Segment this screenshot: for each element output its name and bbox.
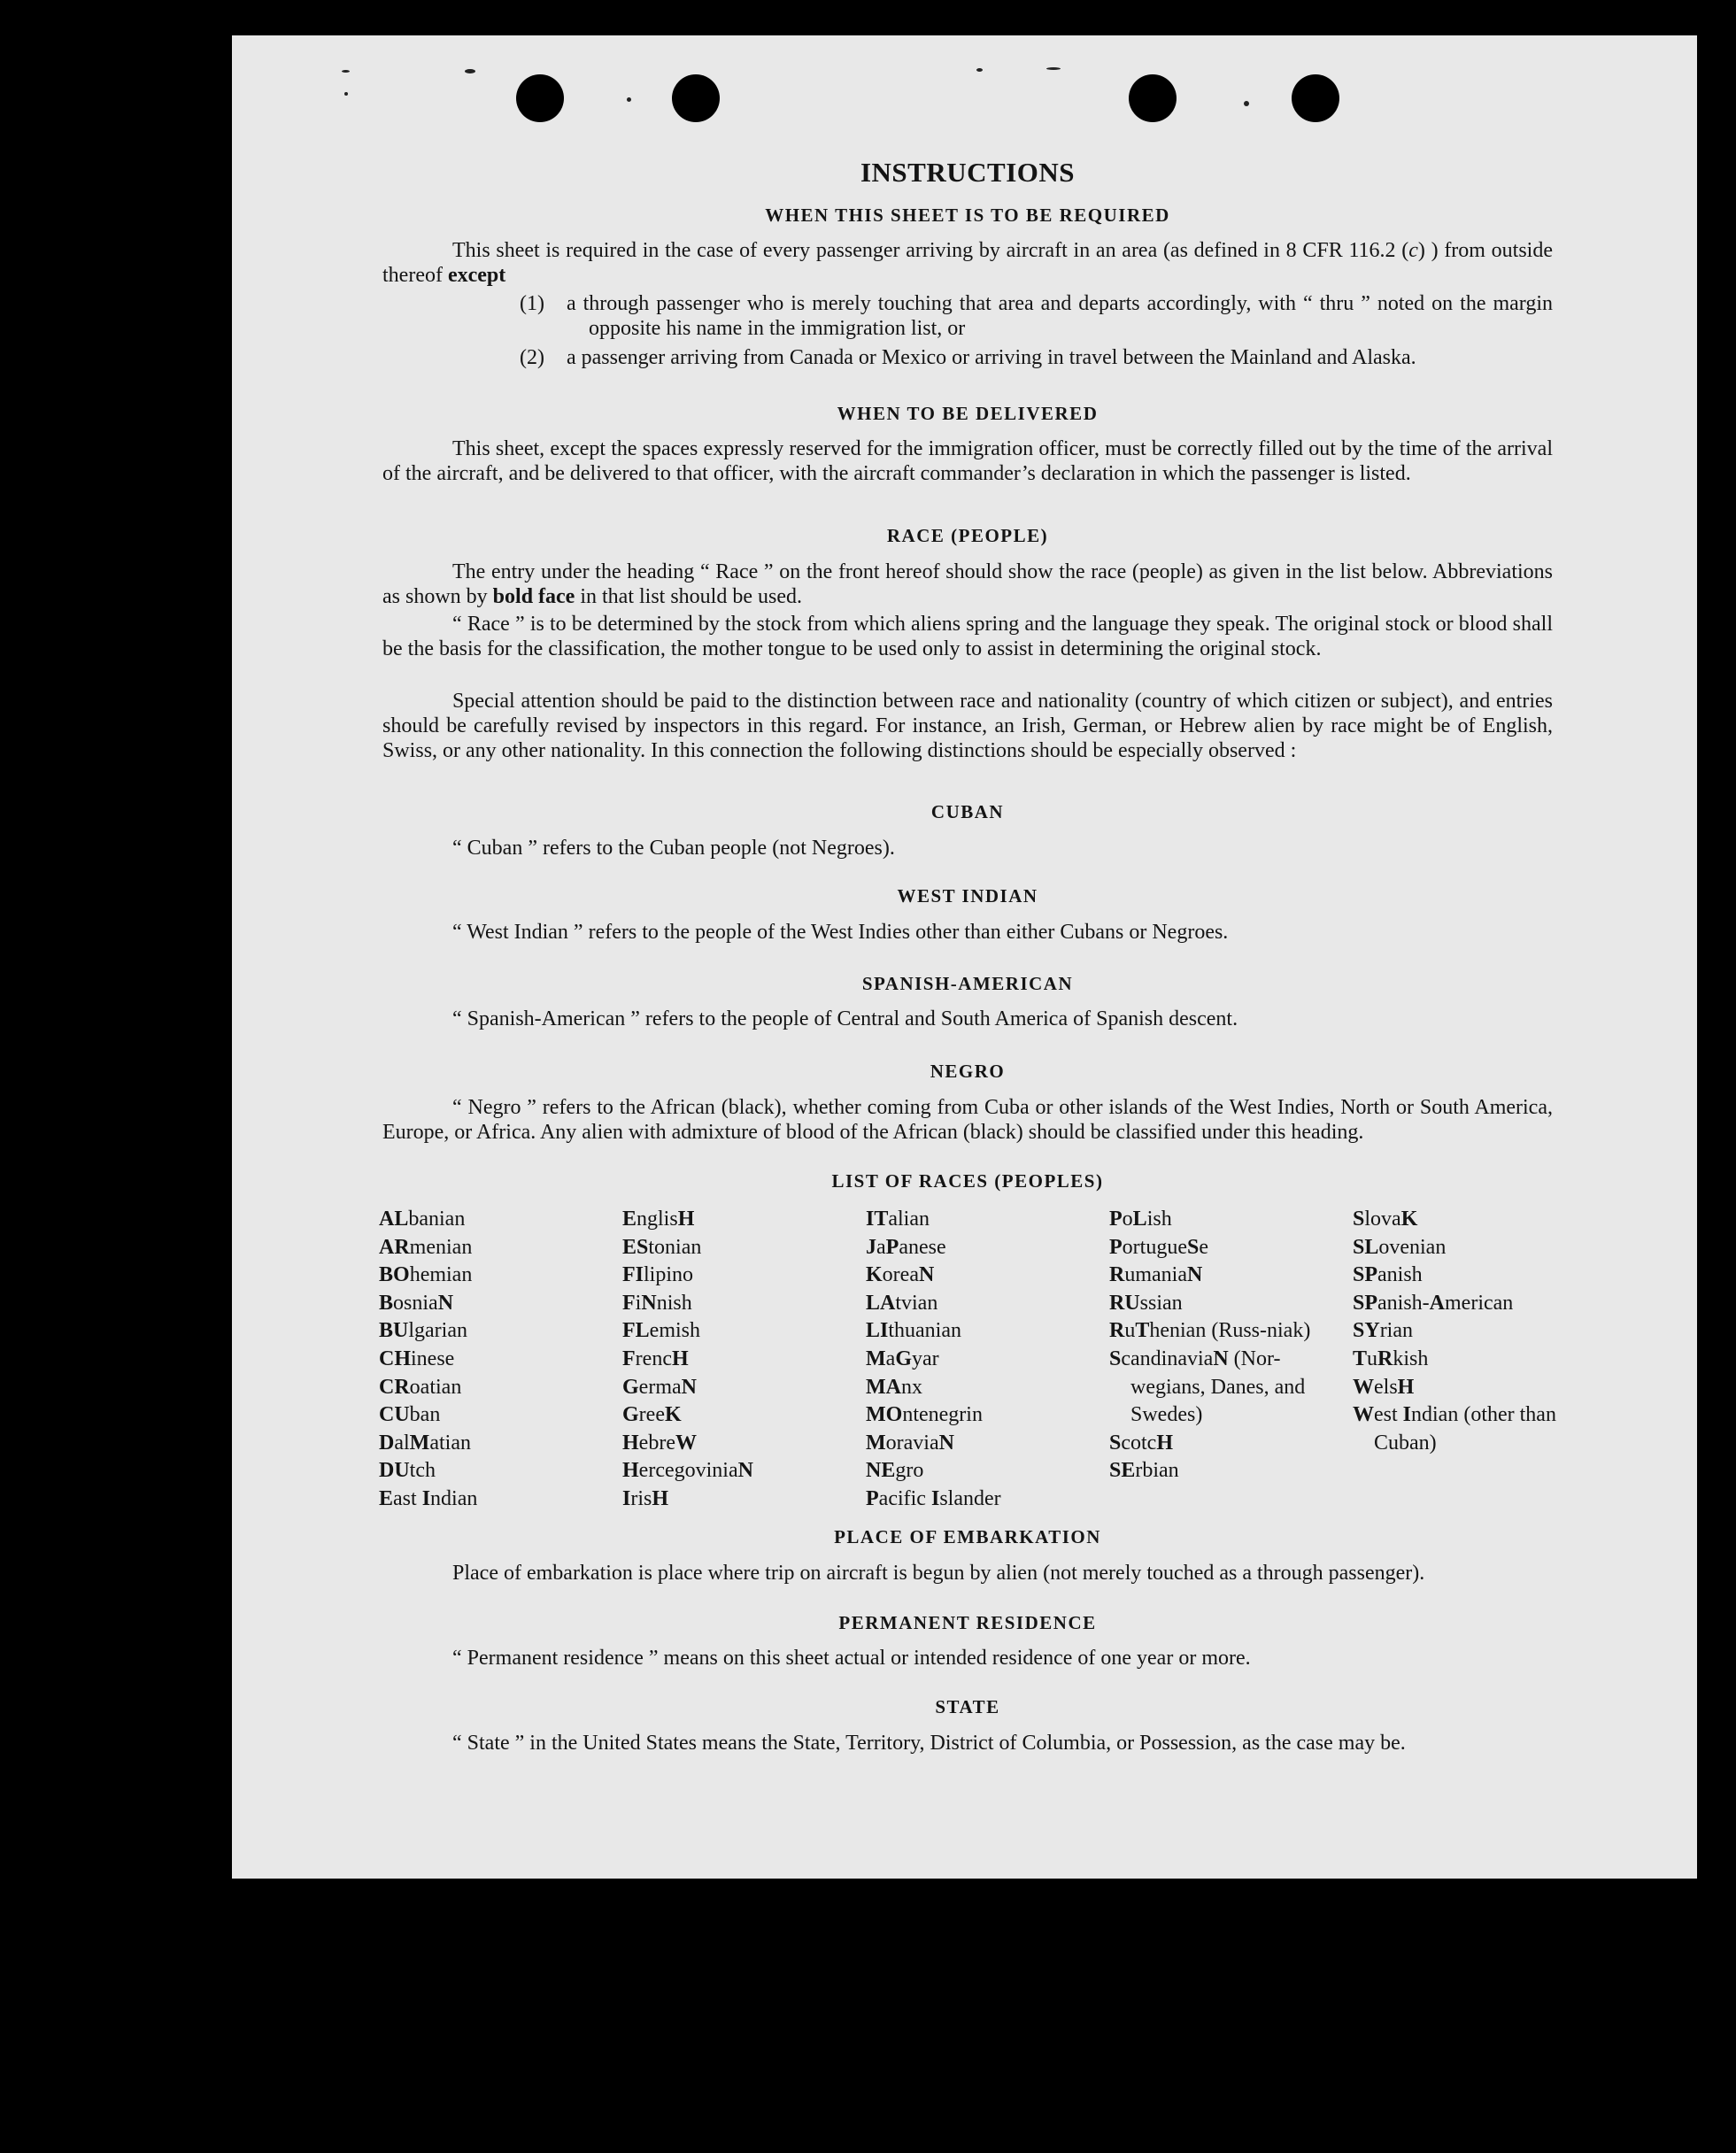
race-entry: ARmenian bbox=[379, 1235, 473, 1259]
race-entry: ScotcH bbox=[1109, 1431, 1174, 1455]
paragraph-race-1: The entry under the heading “ Race ” on the front hereof should show the race (people) as given in the list below. Abbreviations as shown by bold face in that list should be used. bbox=[382, 560, 1553, 608]
paragraph-race-3: Special attention should be paid to the distinction between race and nationality (country of which citizen or subject), and entries should be carefully revised by inspectors in this regard. For instance, an Irish, German, or Hebrew alien by race might be of English, Swiss, or any other nationality. In this connection the following distinctions should be especially observed : bbox=[382, 690, 1553, 762]
race-entry: TuRkish bbox=[1353, 1347, 1429, 1370]
race-entry: ALbanian bbox=[379, 1208, 466, 1231]
races-column-1 bbox=[379, 1206, 609, 1514]
paragraph-negro: “ Negro ” refers to the African (black), whether coming from Cuba or other islands of the West Indies, North or South America, Europe, or Africa. Any alien with admixture of blood of the African (black) should be classified under this heading. bbox=[382, 1096, 1553, 1144]
race-entry: MAnx bbox=[866, 1375, 922, 1399]
race-entry: FrencH bbox=[622, 1347, 689, 1370]
race-entry: DUtch bbox=[379, 1459, 436, 1483]
speck bbox=[627, 97, 631, 102]
race-entry: IrisH bbox=[622, 1486, 669, 1510]
paragraph-race-2: “ Race ” is to be determined by the stock from which aliens spring and the language they speak. The original stock or blood shall be the basis for the classification, the mother tongue to be used only to assist in determining the original stock. bbox=[382, 613, 1553, 660]
race-entry: LIthuanian bbox=[866, 1319, 961, 1343]
punch-hole bbox=[1292, 74, 1339, 122]
race-entry: BOhemian bbox=[379, 1263, 473, 1287]
speck bbox=[1046, 67, 1061, 70]
race-entry: PoLish bbox=[1109, 1208, 1172, 1231]
race-entry: LAtvian bbox=[866, 1291, 938, 1315]
document-sheet: INSTRUCTIONS WHEN THIS SHEET IS TO BE REQUIRED This sheet is required in the case of every passenger arriving by aircraft in an area (as defined in 8 CFR 116.2 (c) ) from outside thereof except (1) a through passenger who is merely touching that area and departs accordingly, with “ thru ” noted on the margin opposite his name in the immigration list, or (2) a passenger arriving from Canada or Mexico or arriving in travel between the Mainland and Alaska. WHEN TO BE DELIVERED This sheet, except the spaces expressly reserved for the immigration officer, must be correctly filled out by the time of the arrival of the aircraft, and be delivered to that officer, with the aircraft commander’s declaration in which the passenger is listed. RACE (PEOPLE) The entry under the heading “ Race ” on the front hereof should show the race (people) as given in the list below. Abbreviations as shown by bold face in that list should be used. “ Race ” is to be determined by the stock from which aliens spring and the language they speak. The original stock or blood shall be the basis for the classification, the mother tongue to be used only to assist in determining the original stock. Special attention should be paid to the distinction between race and nationality (country of which citizen or subject), and entries should be carefully revised by inspectors in this regard. For instance, an Irish, German, or Hebrew alien by race might be of English, Swiss, or any other nationality. In this connection the following distinctions should be especially observed : CUBAN “ Cuban ” refers to the Cuban people (not Negroes). WEST INDIAN “ West Indian ” refers to the people of the West Indies other than either Cubans or Negroes. SPANISH-AMERICAN “ Spanish-American ” refers to the people of Central and South America of Spanish descent. NEGRO “ Negro ” refers to the African (black), whether coming from Cuba or other islands of the West Indies, North or South America, Europe, or Africa. Any alien with admixture of blood of the African (black) should be classified under this heading. LIST OF RACES (PEOPLES) ALbanian ARmenian BOhemian BosniaN BUlgarian CHinese CRoatian CUban DalMatian DUtch East Indian EnglisH EStonian FIlipino FiNnish FLemish FrencH GermaN GreeK HebreW HercegoviniaN IrisH ITalian JaPanese KoreaN LAtvian LIthuanian MaGyar MAnx MOntenegrin MoraviaN NEgro Pacific Islander PoLish PortugueSe RumaniaN RUssian RuThenian (Russ-niak) ScandinaviaN (Nor-wegians, Danes, and Swedes) ScotcH SErbian SlovaK SLovenian SPanish SPanish-American SYrian TuRkish WelsH West Indian (other than Cuban) PLACE OF EMBARKATION Place of embarkation is place where trip on aircraft is begun by alien (not merely touched as a through passenger). PERMANENT RESIDENCE “ Permanent residence ” means on this sheet actual or intended residence of one year or more. STATE “ State ” in the United States means the State, Territory, District of Columbia, or Possession, as the case may be. bbox=[232, 35, 1697, 1879]
section-title-required: WHEN THIS SHEET IS TO BE REQUIRED bbox=[765, 204, 1170, 226]
speck bbox=[344, 92, 348, 96]
paragraph-required: This sheet is required in the case of every passenger arriving by aircraft in an area (as defined in 8 CFR 116.2 (c) ) from outside thereof except bbox=[382, 239, 1554, 287]
race-entry: RuThenian (Russ-niak) bbox=[1109, 1319, 1311, 1343]
section-title-residence: PERMANENT RESIDENCE bbox=[838, 1612, 1097, 1633]
race-entry: FiNnish bbox=[622, 1291, 692, 1315]
section-title-cuban: CUBAN bbox=[930, 801, 1005, 822]
section-title-spanish-american: SPANISH-AMERICAN bbox=[861, 973, 1074, 994]
paragraph-state: “ State ” in the United States means the State, Territory, District of Columbia, or Possession, as the case may be. bbox=[452, 1732, 1406, 1755]
race-entry: FIlipino bbox=[622, 1263, 694, 1287]
race-entry: MOntenegrin bbox=[866, 1403, 983, 1427]
section-title-embarkation: PLACE OF EMBARKATION bbox=[834, 1526, 1101, 1547]
races-column-3 bbox=[866, 1206, 1096, 1514]
race-entry: HebreW bbox=[622, 1431, 697, 1455]
paragraph-embarkation: Place of embarkation is place where trip on aircraft is begun by alien (not merely touched as a through passenger). bbox=[452, 1562, 1425, 1585]
races-column-4 bbox=[1109, 1206, 1326, 1485]
punch-hole bbox=[1129, 74, 1177, 122]
punch-hole bbox=[516, 74, 564, 122]
race-entry: MoraviaN bbox=[866, 1431, 954, 1455]
race-entry: SYrian bbox=[1353, 1319, 1413, 1343]
punch-hole bbox=[672, 74, 720, 122]
speck bbox=[1244, 101, 1249, 106]
race-entry: EStonian bbox=[622, 1235, 702, 1259]
section-title-list-of-races: LIST OF RACES (PEOPLES) bbox=[831, 1170, 1104, 1192]
race-entry: GreeK bbox=[622, 1403, 682, 1427]
paragraph-delivered: This sheet, except the spaces expressly reserved for the immigration officer, must be correctly filled out by the time of the arrival of the aircraft, and be delivered to that officer, with the aircraft commander’s declaration in which the passenger is listed. bbox=[382, 437, 1553, 485]
race-entry: WelsH bbox=[1353, 1375, 1415, 1399]
speck bbox=[465, 69, 475, 73]
paragraph-west-indian: “ West Indian ” refers to the people of the West Indies other than either Cubans or Negroes. bbox=[452, 921, 1229, 944]
race-entry: East Indian bbox=[379, 1486, 478, 1510]
race-entry: SLovenian bbox=[1353, 1235, 1447, 1259]
speck bbox=[976, 68, 983, 72]
paragraph-residence: “ Permanent residence ” means on this sheet actual or intended residence of one year or more. bbox=[452, 1647, 1251, 1670]
section-title-state: STATE bbox=[935, 1696, 1000, 1717]
race-entry: HercegoviniaN bbox=[622, 1459, 753, 1483]
race-entry: SPanish-American bbox=[1353, 1291, 1514, 1315]
race-entry: MaGyar bbox=[866, 1347, 939, 1370]
race-entry: SErbian bbox=[1109, 1459, 1179, 1483]
race-entry: BosniaN bbox=[379, 1291, 454, 1315]
race-entry: SlovaK bbox=[1353, 1208, 1418, 1231]
section-title-negro: NEGRO bbox=[930, 1061, 1006, 1082]
race-entry: West Indian (other than Cuban) bbox=[1353, 1403, 1556, 1455]
race-entry: PortugueSe bbox=[1109, 1235, 1208, 1259]
paragraph-spanish-american: “ Spanish-American ” refers to the people of Central and South America of Spanish descent. bbox=[452, 1007, 1238, 1030]
race-entry: ITalian bbox=[866, 1208, 930, 1231]
race-entry: ScandinaviaN (Nor-wegians, Danes, and Swedes) bbox=[1109, 1347, 1306, 1427]
race-entry: FLemish bbox=[622, 1319, 700, 1343]
race-entry: RumaniaN bbox=[1109, 1263, 1203, 1287]
speck bbox=[342, 70, 350, 73]
races-column-5 bbox=[1353, 1206, 1558, 1457]
section-title-race: RACE (PEOPLE) bbox=[886, 525, 1049, 546]
race-entry: JaPanese bbox=[866, 1235, 946, 1259]
race-entry: GermaN bbox=[622, 1375, 697, 1399]
races-column-2 bbox=[622, 1206, 853, 1514]
race-entry: RUssian bbox=[1109, 1291, 1183, 1315]
race-entry: DalMatian bbox=[379, 1431, 471, 1455]
race-entry: KoreaN bbox=[866, 1263, 935, 1287]
section-title-delivered: WHEN TO BE DELIVERED bbox=[837, 403, 1099, 424]
paragraph-cuban: “ Cuban ” refers to the Cuban people (not Negroes). bbox=[452, 837, 895, 860]
page-title: INSTRUCTIONS bbox=[860, 157, 1075, 188]
race-entry: Pacific Islander bbox=[866, 1486, 1001, 1510]
race-entry: CRoatian bbox=[379, 1375, 462, 1399]
race-entry: SPanish bbox=[1353, 1263, 1423, 1287]
race-entry: CUban bbox=[379, 1403, 441, 1427]
race-entry: CHinese bbox=[379, 1347, 455, 1370]
section-title-west-indian: WEST INDIAN bbox=[897, 885, 1038, 907]
race-entry: NEgro bbox=[866, 1459, 924, 1483]
race-entry: EnglisH bbox=[622, 1208, 695, 1231]
race-entry: BUlgarian bbox=[379, 1319, 467, 1343]
